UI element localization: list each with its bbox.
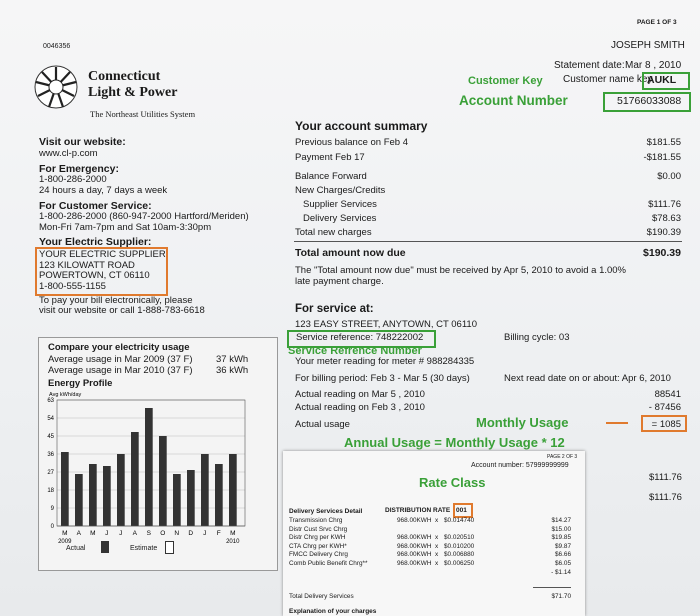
inset-line-x: x [435, 560, 439, 567]
inset-total-divider [533, 587, 571, 588]
side-value-2: $111.76 [649, 492, 682, 503]
inset-line-amount: $14.27 [551, 517, 571, 524]
inset-line-label: Transmission Chrg [289, 517, 343, 524]
chart-bar [75, 474, 83, 526]
annotation-customer-key: Customer Key [468, 75, 543, 87]
legend-actual-label: Actual [66, 545, 86, 552]
usage-row2-label: Average usage in Mar 2010 (37 F) [48, 365, 193, 376]
customer-key-label: Customer name key [563, 74, 653, 85]
customer-key-value: AUKL [647, 74, 677, 86]
chart-bar [215, 464, 223, 526]
emergency-hours: 24 hours a day, 7 days a week [39, 185, 168, 196]
company-tagline: The Northeast Utilities System [90, 109, 196, 119]
summary-row-label: Delivery Services [303, 213, 377, 224]
chart-y-tick-label: 45 [47, 434, 54, 440]
inset-rate-value: 001 [456, 507, 467, 514]
supplier-line-2: 123 KILOWATT ROAD [39, 260, 135, 271]
inset-line-amount: $6.05 [555, 560, 571, 567]
annotation-annual-usage: Annual Usage = Monthly Usage * 12 [344, 435, 565, 450]
usage-row1-value: 37 kWh [216, 354, 249, 365]
inset-total-value: $71.70 [551, 593, 571, 600]
service-address: 123 EASY STREET, ANYTOWN, CT 06110 [295, 319, 477, 330]
inset-line-qty: 968.00KWH [397, 517, 432, 524]
monthly-usage-box [641, 415, 687, 432]
customer-service-hours: Mon-Fri 7am-7pm and Sat 10am-3:30pm [39, 222, 212, 233]
inset-line-rate: $0.020510 [444, 534, 475, 542]
summary-total-label: Total amount now due [295, 247, 406, 259]
energy-usage-panel [38, 337, 278, 571]
chart-y-axis-label: Avg kWh/day [49, 392, 82, 398]
summary-total-value: $190.39 [643, 247, 681, 259]
supplier-heading: Your Electric Supplier: [39, 236, 152, 248]
chart-x-tick-label: M [90, 530, 96, 537]
energy-profile-heading: Energy Profile [48, 378, 113, 389]
statement-date-label: Statement date: [554, 60, 625, 71]
inset-line-rate: $0.006880 [444, 551, 475, 559]
billing-cycle: Billing cycle: 03 [504, 332, 570, 343]
inset-line-rate: $0.014740 [444, 517, 475, 524]
chart-bar [131, 432, 139, 526]
summary-row-value: $181.55 [646, 137, 681, 148]
summary-note-1: The "Total amount now due" must be received by Apr 5, 2010 to avoid a 1.00% [295, 265, 627, 276]
chart-bar [187, 470, 195, 526]
emergency-heading: For Emergency: [39, 163, 119, 175]
chart-bar [103, 466, 111, 526]
inset-line-label: Comb Public Benefit Chrg** [289, 560, 368, 567]
chart-bar [89, 464, 97, 526]
summary-row-value: $190.39 [646, 227, 681, 238]
inset-line-rate: $0.010200 [444, 542, 475, 550]
reading-row-value: 88541 [654, 389, 681, 400]
inset-line-qty: 968.00KWH [397, 534, 432, 542]
doc-number: 0046356 [43, 43, 71, 50]
summary-heading: Your account summary [295, 119, 428, 133]
chart-x-tick-label: M [62, 530, 68, 537]
chart-bar [145, 408, 153, 526]
page-label: PAGE 1 OF 3 [637, 19, 677, 26]
legend-actual-swatch [101, 541, 109, 553]
chart-x-tick-label: F [216, 530, 221, 537]
reading-row-value: - 87456 [648, 402, 681, 413]
summary-row-label: Balance Forward [295, 171, 367, 182]
pay-instructions-2: visit our website or call 1-888-783-6618 [39, 305, 205, 316]
annotation-account-number: Account Number [459, 93, 568, 108]
chart-bar [61, 452, 69, 526]
next-read-date: Next read date on or about: Apr 6, 2010 [504, 373, 671, 384]
inset-line-x: x [435, 534, 439, 542]
chart-y-tick-label: 9 [50, 506, 54, 512]
company-name-line1: Connecticut [88, 69, 161, 84]
chart-x-tick-label: D [188, 530, 194, 537]
side-value-1: $111.76 [649, 472, 682, 483]
statement-date: Mar 8 , 2010 [625, 60, 682, 71]
summary-row-value: -$181.55 [643, 152, 681, 163]
delivery-detail-inset [283, 451, 585, 616]
customer-service-heading: For Customer Service: [39, 200, 152, 212]
chart-x-tick-label: N [174, 530, 180, 537]
billing-period: For billing period: Feb 3 - Mar 5 (30 days) [295, 373, 470, 384]
usage-compare-heading: Compare your electricity usage [48, 342, 190, 353]
monthly-usage-pointer [606, 422, 628, 424]
customer-name: JOSEPH SMITH [611, 40, 685, 51]
summary-total-divider [294, 241, 682, 242]
chart-bar [159, 436, 167, 526]
inset-line-label: CTA Chrg per KWH* [289, 542, 347, 550]
service-reference: Service reference: 748222002 [296, 332, 424, 343]
inset-line-qty: 968.00KWH [397, 560, 432, 567]
website-heading: Visit our website: [39, 136, 126, 148]
meter-reading: Your meter reading for meter # 988284335 [295, 356, 475, 367]
inset-line-amount: - $1.14 [551, 568, 571, 576]
inset-line-label: Distr Cust Srvc Chrg [289, 525, 348, 533]
inset-page-label: PAGE 2 OF 3 [547, 454, 578, 460]
summary-note-2: late payment charge. [295, 276, 384, 287]
energy-profile-chart [39, 390, 275, 550]
usage-row1-label: Average usage in Mar 2009 (37 F) [48, 354, 193, 365]
summary-row-label: Previous balance on Feb 4 [295, 137, 409, 148]
legend-estimate-label: Estimate [130, 545, 158, 552]
inset-line-qty: 968.00KWH [397, 551, 432, 559]
chart-y-tick-label: 27 [47, 470, 54, 476]
account-number-value: 51766033088 [617, 95, 682, 107]
summary-row-value: $0.00 [657, 171, 681, 182]
inset-rate-label: DISTRIBUTION RATE [385, 507, 451, 514]
supplier-line-1: YOUR ELECTRIC SUPPLIER [39, 249, 166, 260]
reading-row-label: Actual reading on Mar 5 , 2010 [295, 389, 425, 400]
company-name-line2: Light & Power [88, 85, 178, 100]
inset-line-x: x [435, 551, 439, 559]
inset-account-label: Account number: 57999999999 [471, 462, 569, 469]
chart-bar [173, 474, 181, 526]
inset-total-label: Total Delivery Services [289, 593, 354, 600]
inset-line-amount: $6.66 [555, 551, 571, 559]
reading-row-value: = 1085 [651, 419, 681, 430]
inset-line-amount: $19.85 [551, 534, 571, 542]
customer-service-phone: 1-800-286-2000 (860-947-2000 Hartford/Meriden) [39, 211, 249, 222]
chart-year-label: 2010 [226, 539, 240, 545]
inset-line-label: FMCC Delivery Chrg [289, 551, 348, 559]
chart-x-tick-label: O [160, 530, 166, 537]
inset-line-x: x [435, 517, 439, 524]
chart-y-tick-label: 18 [47, 488, 54, 494]
legend-estimate-swatch [165, 541, 174, 554]
chart-x-tick-label: J [105, 530, 109, 537]
summary-row-value: $111.76 [648, 199, 681, 210]
chart-bar [229, 454, 237, 526]
chart-year-label: 2009 [58, 539, 72, 545]
annotation-monthly-usage: Monthly Usage [476, 415, 569, 430]
inset-line-amount: $9.87 [555, 542, 571, 550]
chart-x-tick-label: A [76, 530, 81, 537]
emergency-phone: 1-800-286-2000 [39, 174, 107, 185]
reading-row-label: Actual usage [295, 419, 350, 430]
chart-bar [201, 454, 209, 526]
website-link[interactable]: www.cl-p.com [39, 148, 98, 159]
usage-row2-value: 36 kWh [216, 365, 249, 376]
service-heading: For service at: [295, 303, 374, 315]
summary-row-label: Total new charges [295, 227, 372, 238]
chart-bar [117, 454, 125, 526]
chart-y-tick-label: 0 [50, 524, 54, 530]
annotation-service-ref: Service Refrence Number [288, 345, 422, 357]
chart-y-tick-label: 54 [47, 416, 54, 422]
annotation-rate-class: Rate Class [419, 475, 486, 490]
chart-x-tick-label: M [230, 530, 236, 537]
inset-detail-heading: Delivery Services Detail [289, 508, 363, 515]
chart-x-tick-label: A [132, 530, 137, 537]
summary-row-label: Payment Feb 17 [295, 152, 365, 163]
supplier-line-3: POWERTOWN, CT 06110 [39, 270, 150, 281]
inset-line-qty: 968.00KWH [397, 542, 432, 550]
inset-line-amount: $15.00 [551, 525, 571, 533]
utility-logo-icon [33, 64, 79, 110]
summary-row-value: $78.63 [651, 213, 681, 224]
chart-x-tick-label: S [146, 530, 151, 537]
inset-line-rate: $0.006250 [444, 560, 475, 567]
pay-instructions-1: To pay your bill electronically, please [39, 295, 193, 306]
chart-y-tick-label: 36 [47, 452, 54, 458]
chart-x-tick-label: J [203, 530, 207, 537]
summary-row-label: Supplier Services [303, 199, 377, 210]
supplier-line-4: 1-800-555-1155 [39, 281, 106, 292]
reading-row-label: Actual reading on Feb 3 , 2010 [295, 402, 425, 413]
chart-x-tick-label: J [119, 530, 123, 537]
chart-y-tick-label: 63 [47, 398, 54, 404]
summary-row-label: New Charges/Credits [295, 185, 386, 196]
inset-footer: Explanation of your charges [289, 608, 377, 615]
inset-line-x: x [435, 542, 439, 550]
inset-line-label: Distr Chrg per KWH [289, 534, 346, 542]
